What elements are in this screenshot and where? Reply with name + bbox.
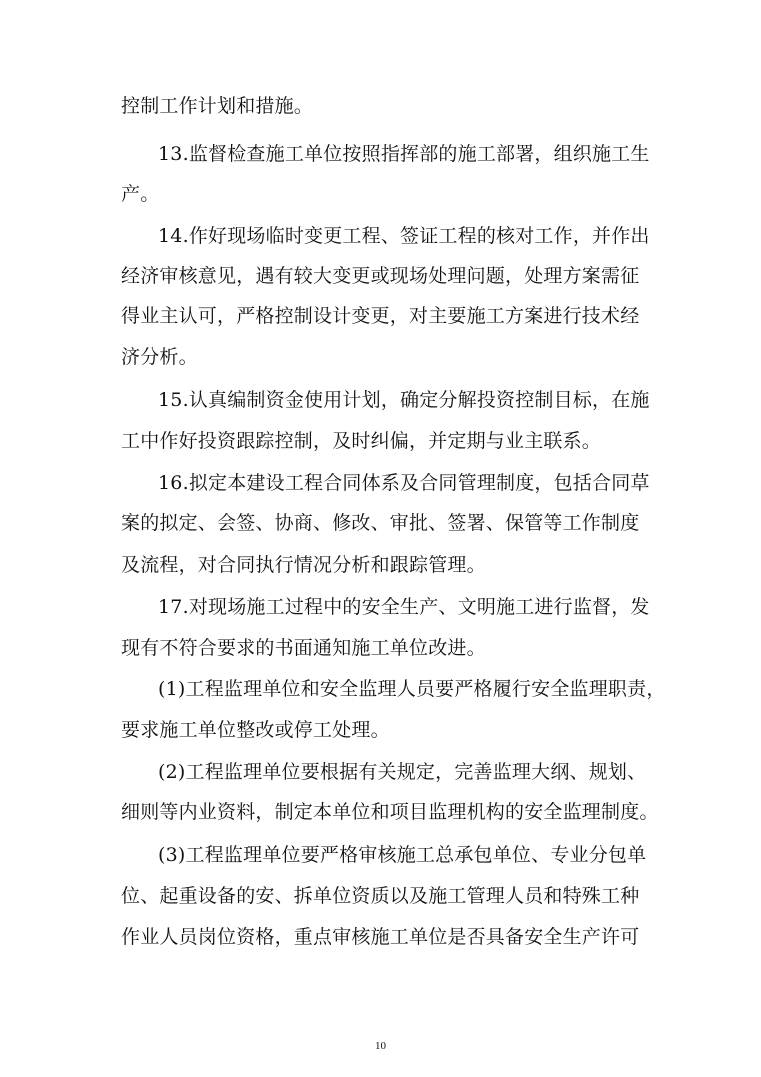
text-line: (1)工程监理单位和安全监理人员要严格履行安全监理职责， — [158, 678, 666, 700]
text-line: 工中作好投资跟踪控制，及时纠偏，并定期与业主联系。 — [121, 430, 602, 452]
text-line: 16.拟定本建设工程合同体系及合同管理制度，包括合同草 — [158, 472, 650, 494]
text-line: (3)工程监理单位要严格审核施工总承包单位、专业分包单 — [158, 844, 647, 866]
text-line: 控制工作计划和措施。 — [121, 95, 314, 117]
text-line: 现有不符合要求的书面通知施工单位改进。 — [121, 637, 486, 659]
text-line: 产。 — [121, 183, 160, 205]
text-line: 及流程，对合同执行情况分析和跟踪管理。 — [121, 554, 486, 576]
text-line: 要求施工单位整改或停工处理。 — [121, 719, 390, 741]
text-line: 17.对现场施工过程中的安全生产、文明施工进行监督，发 — [158, 596, 650, 618]
text-line: 案的拟定、会签、协商、修改、审批、签署、保管等工作制度 — [121, 512, 640, 534]
text-line: 位、起重设备的安、拆单位资质以及施工管理人员和特殊工种 — [121, 885, 640, 907]
text-line: 13.监督检查施工单位按照指挥部的施工部署，组织施工生 — [158, 143, 650, 165]
text-line: 14.作好现场临时变更工程、签证工程的核对工作，并作出 — [158, 225, 650, 247]
text-line: 15.认真编制资金使用计划，确定分解投资控制目标，在施 — [158, 389, 650, 411]
text-line: 得业主认可，严格控制设计变更，对主要施工方案进行技术经 — [121, 305, 640, 327]
text-line: 济分析。 — [121, 346, 198, 368]
text-line: (2)工程监理单位要根据有关规定，完善监理大纲、规划、 — [158, 761, 647, 783]
text-line: 作业人员岗位资格，重点审核施工单位是否具备安全生产许可 — [121, 926, 640, 948]
page-number: 10 — [375, 1040, 386, 1052]
text-line: 经济审核意见，遇有较大变更或现场处理问题，处理方案需征 — [121, 265, 640, 287]
text-line: 细则等内业资料，制定本单位和项目监理机构的安全监理制度。 — [121, 801, 659, 823]
